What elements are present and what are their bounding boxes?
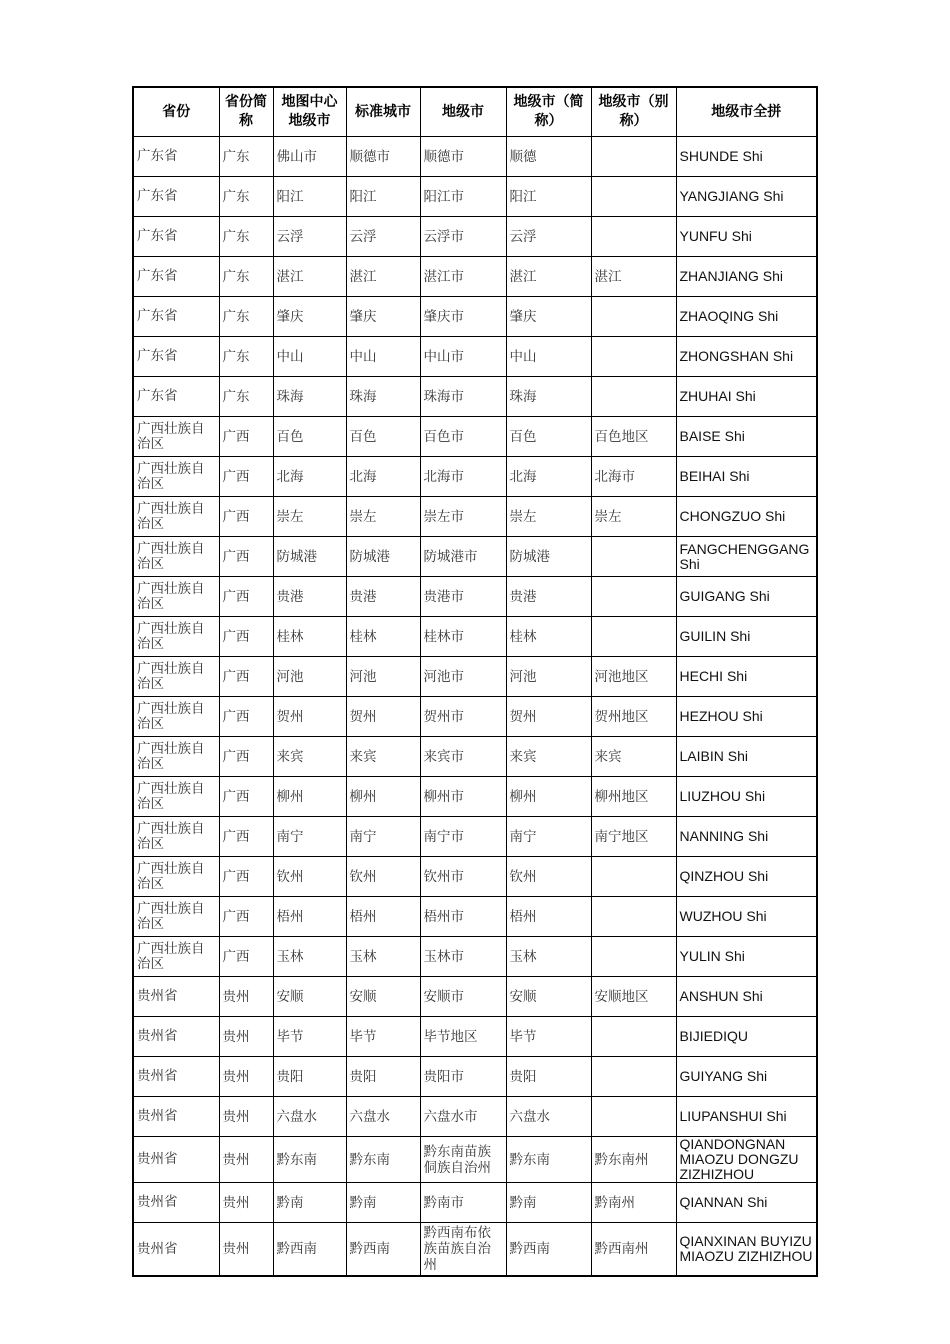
cell-province: 贵州省 xyxy=(133,1137,219,1183)
cell-city-pinyin: NANNING Shi xyxy=(676,817,817,857)
cell-map-center-city: 来宾 xyxy=(273,737,346,777)
cell-city-pinyin: GUILIN Shi xyxy=(676,617,817,657)
cell-city-short: 防城港 xyxy=(506,537,591,577)
cell-map-center-city: 云浮 xyxy=(273,217,346,257)
cell-province: 贵州省 xyxy=(133,1223,219,1277)
cell-province-abbr: 贵州 xyxy=(219,977,273,1017)
cell-standard-city: 六盘水 xyxy=(346,1097,420,1137)
cell-province-abbr: 广西 xyxy=(219,737,273,777)
cell-map-center-city: 肇庆 xyxy=(273,297,346,337)
cell-city-pinyin: ANSHUN Shi xyxy=(676,977,817,1017)
cell-map-center-city: 贵阳 xyxy=(273,1057,346,1097)
cell-city-pinyin: ZHAOQING Shi xyxy=(676,297,817,337)
cell-map-center-city: 阳江 xyxy=(273,177,346,217)
table-row xyxy=(133,297,817,337)
cell-standard-city: 河池 xyxy=(346,657,420,697)
table-row xyxy=(133,1097,817,1137)
cell-city-pinyin: ZHANJIANG Shi xyxy=(676,257,817,297)
cell-city-alias xyxy=(591,377,676,417)
cell-province-abbr: 广东 xyxy=(219,337,273,377)
cell-map-center-city: 南宁 xyxy=(273,817,346,857)
cell-prefecture-city: 阳江市 xyxy=(420,177,506,217)
cell-standard-city: 安顺 xyxy=(346,977,420,1017)
table-row xyxy=(133,217,817,257)
cell-city-pinyin: YUNFU Shi xyxy=(676,217,817,257)
cell-city-pinyin: GUIGANG Shi xyxy=(676,577,817,617)
cell-prefecture-city: 百色市 xyxy=(420,417,506,457)
cell-standard-city: 钦州 xyxy=(346,857,420,897)
header-province-abbr: 省份简称 xyxy=(219,87,273,137)
header-city-alias: 地级市（别称） xyxy=(591,87,676,137)
cell-city-alias xyxy=(591,537,676,577)
cell-map-center-city: 防城港 xyxy=(273,537,346,577)
cell-province: 广东省 xyxy=(133,217,219,257)
cell-standard-city: 中山 xyxy=(346,337,420,377)
table-row xyxy=(133,457,817,497)
table-row xyxy=(133,617,817,657)
cell-province: 贵州省 xyxy=(133,1057,219,1097)
table-row xyxy=(133,1183,817,1223)
cell-province: 广西壮族自治区 xyxy=(133,417,219,457)
cell-standard-city: 玉林 xyxy=(346,937,420,977)
cell-province-abbr: 广东 xyxy=(219,137,273,177)
table-row xyxy=(133,1057,817,1097)
cell-standard-city: 柳州 xyxy=(346,777,420,817)
cell-prefecture-city: 河池市 xyxy=(420,657,506,697)
cell-province-abbr: 广西 xyxy=(219,457,273,497)
cell-province-abbr: 广西 xyxy=(219,537,273,577)
city-table xyxy=(132,86,818,1277)
cell-city-alias: 河池地区 xyxy=(591,657,676,697)
header-standard-city: 标准城市 xyxy=(346,87,420,137)
cell-standard-city: 湛江 xyxy=(346,257,420,297)
cell-province: 广西壮族自治区 xyxy=(133,737,219,777)
cell-city-alias xyxy=(591,897,676,937)
cell-city-short: 南宁 xyxy=(506,817,591,857)
cell-city-pinyin: ZHUHAI Shi xyxy=(676,377,817,417)
cell-map-center-city: 黔东南 xyxy=(273,1137,346,1183)
cell-city-pinyin: CHONGZUO Shi xyxy=(676,497,817,537)
cell-map-center-city: 钦州 xyxy=(273,857,346,897)
cell-prefecture-city: 顺德市 xyxy=(420,137,506,177)
cell-city-alias xyxy=(591,1017,676,1057)
table-row xyxy=(133,657,817,697)
cell-city-alias: 贺州地区 xyxy=(591,697,676,737)
cell-map-center-city: 黔南 xyxy=(273,1183,346,1223)
cell-city-short: 中山 xyxy=(506,337,591,377)
cell-standard-city: 防城港 xyxy=(346,537,420,577)
cell-prefecture-city: 黔西南布依族苗族自治州 xyxy=(420,1223,506,1277)
cell-map-center-city: 珠海 xyxy=(273,377,346,417)
cell-city-short: 顺德 xyxy=(506,137,591,177)
cell-map-center-city: 六盘水 xyxy=(273,1097,346,1137)
cell-city-pinyin: HECHI Shi xyxy=(676,657,817,697)
cell-prefecture-city: 梧州市 xyxy=(420,897,506,937)
cell-prefecture-city: 毕节地区 xyxy=(420,1017,506,1057)
cell-province-abbr: 广东 xyxy=(219,217,273,257)
cell-map-center-city: 玉林 xyxy=(273,937,346,977)
cell-city-short: 贵港 xyxy=(506,577,591,617)
cell-city-pinyin: QIANNAN Shi xyxy=(676,1183,817,1223)
cell-city-alias: 来宾 xyxy=(591,737,676,777)
cell-province: 广东省 xyxy=(133,137,219,177)
cell-map-center-city: 安顺 xyxy=(273,977,346,1017)
cell-city-short: 河池 xyxy=(506,657,591,697)
cell-province-abbr: 贵州 xyxy=(219,1137,273,1183)
cell-province: 广西壮族自治区 xyxy=(133,657,219,697)
cell-city-short: 梧州 xyxy=(506,897,591,937)
cell-province: 广西壮族自治区 xyxy=(133,897,219,937)
header-province: 省份 xyxy=(133,87,219,137)
cell-map-center-city: 湛江 xyxy=(273,257,346,297)
cell-standard-city: 梧州 xyxy=(346,897,420,937)
cell-city-short: 贵阳 xyxy=(506,1057,591,1097)
cell-city-short: 百色 xyxy=(506,417,591,457)
cell-city-short: 黔西南 xyxy=(506,1223,591,1277)
cell-city-pinyin: LIUZHOU Shi xyxy=(676,777,817,817)
table-row xyxy=(133,1223,817,1277)
cell-city-alias xyxy=(591,177,676,217)
cell-city-alias: 黔东南州 xyxy=(591,1137,676,1183)
table-row xyxy=(133,977,817,1017)
cell-province-abbr: 广西 xyxy=(219,857,273,897)
cell-province-abbr: 贵州 xyxy=(219,1183,273,1223)
cell-map-center-city: 百色 xyxy=(273,417,346,457)
cell-province-abbr: 广西 xyxy=(219,497,273,537)
cell-prefecture-city: 珠海市 xyxy=(420,377,506,417)
cell-map-center-city: 梧州 xyxy=(273,897,346,937)
cell-city-short: 毕节 xyxy=(506,1017,591,1057)
cell-standard-city: 来宾 xyxy=(346,737,420,777)
cell-city-short: 玉林 xyxy=(506,937,591,977)
cell-city-alias xyxy=(591,937,676,977)
table-row xyxy=(133,537,817,577)
cell-province-abbr: 广西 xyxy=(219,577,273,617)
cell-standard-city: 云浮 xyxy=(346,217,420,257)
cell-prefecture-city: 安顺市 xyxy=(420,977,506,1017)
cell-map-center-city: 中山 xyxy=(273,337,346,377)
cell-city-pinyin: QIANDONGNAN MIAOZU DONGZU ZIZHIZHOU xyxy=(676,1137,817,1183)
cell-map-center-city: 桂林 xyxy=(273,617,346,657)
cell-city-alias xyxy=(591,857,676,897)
cell-standard-city: 南宁 xyxy=(346,817,420,857)
cell-city-alias xyxy=(591,1057,676,1097)
cell-prefecture-city: 六盘水市 xyxy=(420,1097,506,1137)
cell-province: 贵州省 xyxy=(133,1017,219,1057)
table-row xyxy=(133,577,817,617)
cell-map-center-city: 柳州 xyxy=(273,777,346,817)
cell-city-pinyin: GUIYANG Shi xyxy=(676,1057,817,1097)
cell-city-short: 湛江 xyxy=(506,257,591,297)
cell-city-alias: 南宁地区 xyxy=(591,817,676,857)
cell-city-short: 黔东南 xyxy=(506,1137,591,1183)
cell-province: 广西壮族自治区 xyxy=(133,457,219,497)
cell-prefecture-city: 湛江市 xyxy=(420,257,506,297)
cell-province: 广西壮族自治区 xyxy=(133,777,219,817)
cell-province-abbr: 广西 xyxy=(219,617,273,657)
cell-map-center-city: 河池 xyxy=(273,657,346,697)
cell-province: 广西壮族自治区 xyxy=(133,537,219,577)
cell-city-short: 崇左 xyxy=(506,497,591,537)
cell-province: 广东省 xyxy=(133,377,219,417)
cell-standard-city: 黔东南 xyxy=(346,1137,420,1183)
cell-province: 贵州省 xyxy=(133,1097,219,1137)
cell-prefecture-city: 贵阳市 xyxy=(420,1057,506,1097)
cell-province-abbr: 贵州 xyxy=(219,1223,273,1277)
cell-province: 广西壮族自治区 xyxy=(133,817,219,857)
cell-city-alias: 黔南州 xyxy=(591,1183,676,1223)
cell-province-abbr: 贵州 xyxy=(219,1017,273,1057)
cell-province: 广西壮族自治区 xyxy=(133,577,219,617)
cell-city-alias xyxy=(591,577,676,617)
cell-map-center-city: 贵港 xyxy=(273,577,346,617)
cell-standard-city: 阳江 xyxy=(346,177,420,217)
cell-standard-city: 贺州 xyxy=(346,697,420,737)
table-row xyxy=(133,177,817,217)
cell-city-alias: 柳州地区 xyxy=(591,777,676,817)
table-row xyxy=(133,417,817,457)
cell-province-abbr: 广西 xyxy=(219,777,273,817)
table-row xyxy=(133,777,817,817)
cell-province-abbr: 广东 xyxy=(219,297,273,337)
cell-standard-city: 黔南 xyxy=(346,1183,420,1223)
table-row xyxy=(133,817,817,857)
cell-prefecture-city: 肇庆市 xyxy=(420,297,506,337)
cell-province: 广东省 xyxy=(133,257,219,297)
cell-city-alias xyxy=(591,217,676,257)
cell-standard-city: 贵阳 xyxy=(346,1057,420,1097)
cell-city-alias: 崇左 xyxy=(591,497,676,537)
cell-map-center-city: 毕节 xyxy=(273,1017,346,1057)
cell-city-short: 钦州 xyxy=(506,857,591,897)
cell-prefecture-city: 北海市 xyxy=(420,457,506,497)
cell-city-alias xyxy=(591,1097,676,1137)
cell-city-alias: 百色地区 xyxy=(591,417,676,457)
table-row xyxy=(133,257,817,297)
cell-city-short: 来宾 xyxy=(506,737,591,777)
cell-city-alias xyxy=(591,337,676,377)
table-row xyxy=(133,897,817,937)
cell-prefecture-city: 南宁市 xyxy=(420,817,506,857)
cell-city-short: 黔南 xyxy=(506,1183,591,1223)
cell-city-short: 阳江 xyxy=(506,177,591,217)
cell-standard-city: 顺德市 xyxy=(346,137,420,177)
cell-province: 广西壮族自治区 xyxy=(133,857,219,897)
cell-province-abbr: 广西 xyxy=(219,417,273,457)
cell-province-abbr: 贵州 xyxy=(219,1057,273,1097)
table-row xyxy=(133,1137,817,1183)
cell-city-short: 肇庆 xyxy=(506,297,591,337)
cell-prefecture-city: 崇左市 xyxy=(420,497,506,537)
cell-standard-city: 珠海 xyxy=(346,377,420,417)
cell-province: 广东省 xyxy=(133,177,219,217)
cell-prefecture-city: 钦州市 xyxy=(420,857,506,897)
cell-province: 广西壮族自治区 xyxy=(133,497,219,537)
cell-city-short: 云浮 xyxy=(506,217,591,257)
cell-city-pinyin: FANGCHENGGANG Shi xyxy=(676,537,817,577)
cell-province: 贵州省 xyxy=(133,977,219,1017)
cell-standard-city: 北海 xyxy=(346,457,420,497)
cell-city-pinyin: WUZHOU Shi xyxy=(676,897,817,937)
cell-prefecture-city: 中山市 xyxy=(420,337,506,377)
cell-city-short: 安顺 xyxy=(506,977,591,1017)
cell-city-pinyin: YANGJIANG Shi xyxy=(676,177,817,217)
cell-prefecture-city: 黔东南苗族侗族自治州 xyxy=(420,1137,506,1183)
cell-map-center-city: 黔西南 xyxy=(273,1223,346,1277)
cell-city-alias xyxy=(591,137,676,177)
cell-city-short: 珠海 xyxy=(506,377,591,417)
cell-city-alias: 安顺地区 xyxy=(591,977,676,1017)
header-city-short: 地级市（简称） xyxy=(506,87,591,137)
cell-standard-city: 百色 xyxy=(346,417,420,457)
cell-province-abbr: 广西 xyxy=(219,937,273,977)
cell-city-pinyin: LAIBIN Shi xyxy=(676,737,817,777)
cell-city-alias xyxy=(591,617,676,657)
cell-province-abbr: 广西 xyxy=(219,897,273,937)
cell-prefecture-city: 桂林市 xyxy=(420,617,506,657)
cell-standard-city: 黔西南 xyxy=(346,1223,420,1277)
cell-city-pinyin: QIANXINAN BUYIZU MIAOZU ZIZHIZHOU xyxy=(676,1223,817,1277)
cell-map-center-city: 崇左 xyxy=(273,497,346,537)
table-row xyxy=(133,137,817,177)
cell-standard-city: 肇庆 xyxy=(346,297,420,337)
header-prefecture-city: 地级市 xyxy=(420,87,506,137)
table-row xyxy=(133,937,817,977)
header-map-center-city: 地图中心地级市 xyxy=(273,87,346,137)
cell-city-alias xyxy=(591,297,676,337)
cell-prefecture-city: 来宾市 xyxy=(420,737,506,777)
cell-province-abbr: 广东 xyxy=(219,177,273,217)
cell-city-pinyin: LIUPANSHUI Shi xyxy=(676,1097,817,1137)
table-row xyxy=(133,857,817,897)
cell-city-short: 柳州 xyxy=(506,777,591,817)
cell-standard-city: 崇左 xyxy=(346,497,420,537)
table-row xyxy=(133,377,817,417)
cell-province-abbr: 广西 xyxy=(219,657,273,697)
cell-city-pinyin: SHUNDE Shi xyxy=(676,137,817,177)
cell-province-abbr: 贵州 xyxy=(219,1097,273,1137)
cell-city-pinyin: YULIN Shi xyxy=(676,937,817,977)
cell-province-abbr: 广西 xyxy=(219,817,273,857)
cell-province: 广西壮族自治区 xyxy=(133,937,219,977)
cell-prefecture-city: 云浮市 xyxy=(420,217,506,257)
cell-city-pinyin: BEIHAI Shi xyxy=(676,457,817,497)
cell-province: 广西壮族自治区 xyxy=(133,617,219,657)
cell-province: 贵州省 xyxy=(133,1183,219,1223)
cell-city-alias: 湛江 xyxy=(591,257,676,297)
cell-province-abbr: 广东 xyxy=(219,377,273,417)
cell-city-pinyin: ZHONGSHAN Shi xyxy=(676,337,817,377)
cell-city-short: 北海 xyxy=(506,457,591,497)
cell-city-pinyin: BIJIEDIQU xyxy=(676,1017,817,1057)
cell-city-short: 六盘水 xyxy=(506,1097,591,1137)
cell-prefecture-city: 防城港市 xyxy=(420,537,506,577)
cell-map-center-city: 佛山市 xyxy=(273,137,346,177)
table-row xyxy=(133,497,817,537)
cell-standard-city: 贵港 xyxy=(346,577,420,617)
cell-city-alias: 北海市 xyxy=(591,457,676,497)
table-body xyxy=(133,137,817,1277)
cell-map-center-city: 北海 xyxy=(273,457,346,497)
cell-province-abbr: 广东 xyxy=(219,257,273,297)
cell-province: 广东省 xyxy=(133,337,219,377)
cell-city-short: 贺州 xyxy=(506,697,591,737)
cell-city-alias: 黔西南州 xyxy=(591,1223,676,1277)
table-row xyxy=(133,697,817,737)
cell-map-center-city: 贺州 xyxy=(273,697,346,737)
cell-city-pinyin: BAISE Shi xyxy=(676,417,817,457)
cell-standard-city: 桂林 xyxy=(346,617,420,657)
cell-prefecture-city: 贵港市 xyxy=(420,577,506,617)
cell-province: 广东省 xyxy=(133,297,219,337)
header-row xyxy=(133,87,817,137)
cell-prefecture-city: 贺州市 xyxy=(420,697,506,737)
header-city-pinyin: 地级市全拼 xyxy=(676,87,817,137)
cell-prefecture-city: 玉林市 xyxy=(420,937,506,977)
cell-city-pinyin: HEZHOU Shi xyxy=(676,697,817,737)
table-row xyxy=(133,1017,817,1057)
cell-city-pinyin: QINZHOU Shi xyxy=(676,857,817,897)
table-row xyxy=(133,737,817,777)
cell-prefecture-city: 柳州市 xyxy=(420,777,506,817)
cell-province: 广西壮族自治区 xyxy=(133,697,219,737)
cell-province-abbr: 广西 xyxy=(219,697,273,737)
cell-prefecture-city: 黔南市 xyxy=(420,1183,506,1223)
table-row xyxy=(133,337,817,377)
cell-city-short: 桂林 xyxy=(506,617,591,657)
cell-standard-city: 毕节 xyxy=(346,1017,420,1057)
